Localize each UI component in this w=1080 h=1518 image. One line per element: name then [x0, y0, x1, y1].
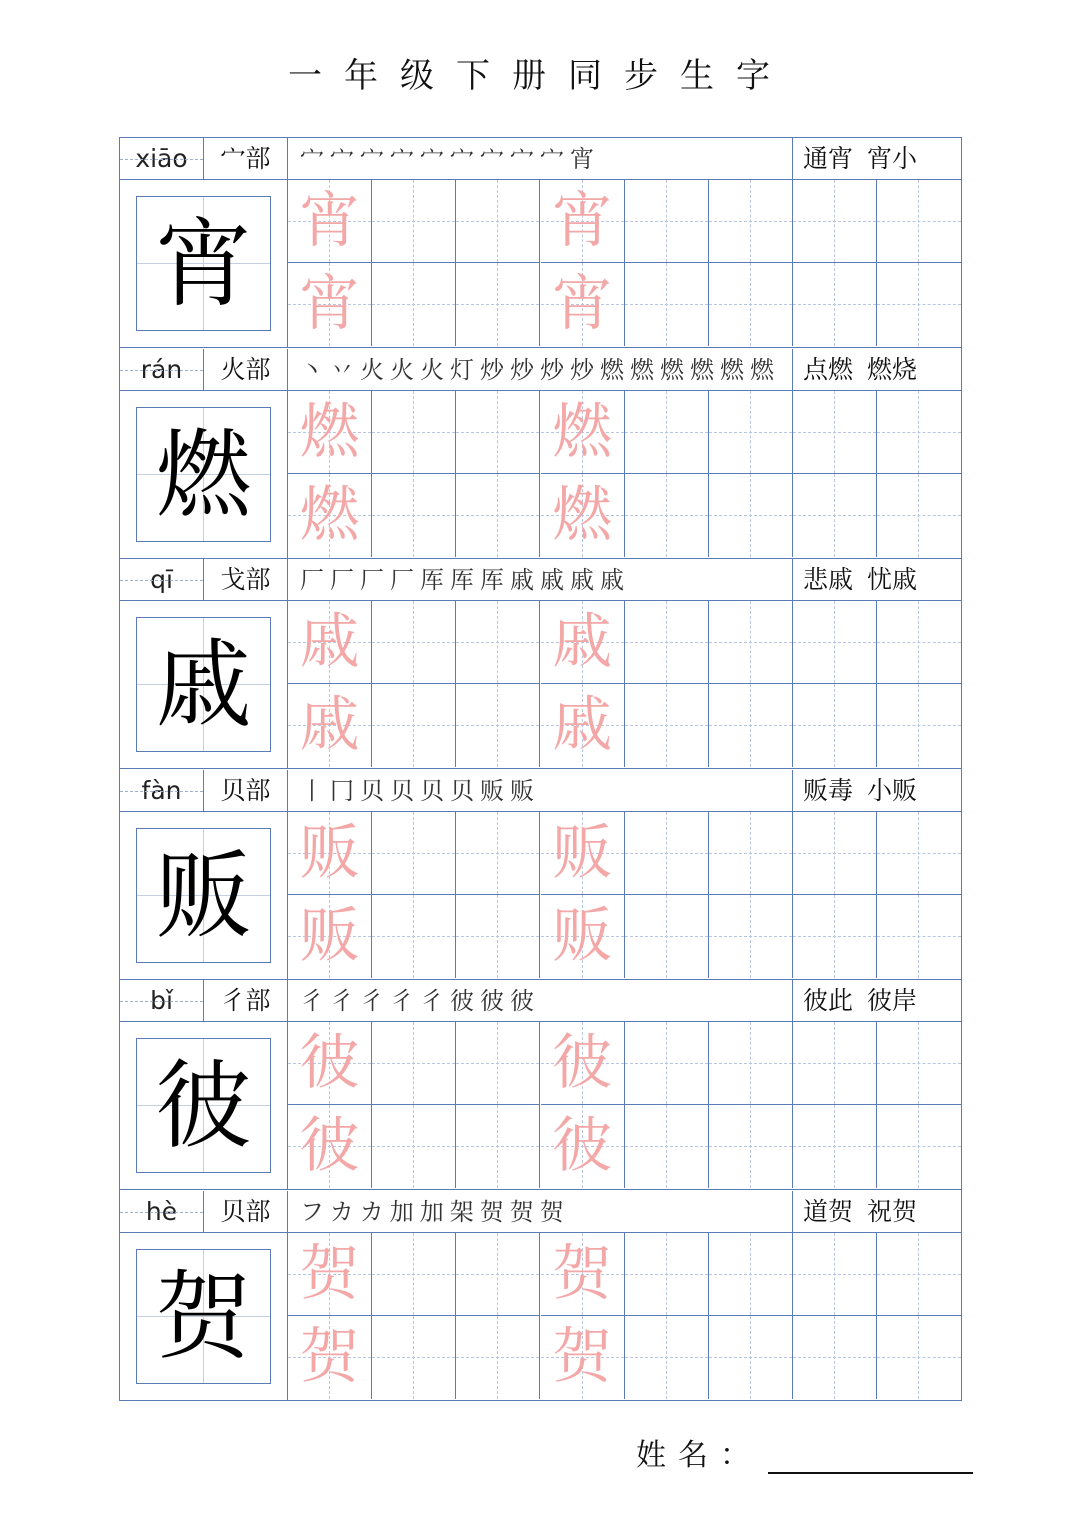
radical-label: 火部 — [204, 349, 288, 391]
worksheet-grid — [119, 137, 962, 1401]
trace-char: 燃 — [299, 396, 360, 467]
writing-square[interactable] — [877, 1316, 961, 1399]
radical-label: 宀部 — [204, 138, 288, 180]
example-word: 彼岸 — [867, 986, 918, 1015]
writing-square[interactable] — [456, 601, 540, 684]
example-word: 宵小 — [867, 144, 918, 173]
writing-square[interactable] — [456, 684, 540, 767]
writing-square[interactable] — [288, 1233, 372, 1316]
writing-square[interactable] — [793, 601, 877, 684]
model-char-box — [136, 407, 271, 542]
writing-square[interactable] — [288, 391, 372, 474]
trace-char: 贩 — [299, 817, 360, 888]
writing-square[interactable] — [372, 1316, 456, 1399]
trace-char: 贩 — [299, 900, 360, 971]
model-char-box — [136, 828, 271, 963]
writing-square[interactable] — [288, 812, 372, 895]
practice-area — [120, 391, 961, 559]
writing-square[interactable] — [625, 180, 709, 263]
stroke-order: 彳彳彳彳彳彼彼彼 — [288, 980, 793, 1022]
writing-square[interactable] — [541, 601, 625, 684]
writing-square[interactable] — [288, 1105, 372, 1188]
writing-square[interactable] — [877, 391, 961, 474]
char-header — [120, 559, 961, 601]
writing-square[interactable] — [372, 684, 456, 767]
example-word: 点燃 — [803, 354, 854, 384]
example-words — [793, 349, 963, 391]
name-label: 姓名： — [636, 1438, 762, 1473]
writing-square[interactable] — [372, 474, 456, 557]
model-char-box — [136, 617, 271, 752]
writing-square[interactable] — [541, 1316, 625, 1399]
pinyin-label: rán — [120, 349, 204, 391]
writing-square[interactable] — [372, 1233, 456, 1316]
writing-square[interactable] — [625, 1233, 709, 1316]
pinyin-label: qī — [120, 559, 204, 601]
writing-square[interactable] — [456, 391, 540, 474]
trace-char: 彼 — [299, 1028, 360, 1098]
trace-char: 燃 — [552, 479, 613, 550]
char-header — [120, 138, 961, 180]
practice-area — [120, 1022, 961, 1190]
writing-square[interactable] — [625, 1105, 709, 1188]
writing-square[interactable] — [793, 812, 877, 895]
writing-square[interactable] — [625, 391, 709, 474]
trace-char: 宵 — [299, 269, 360, 339]
trace-char: 戚 — [299, 607, 360, 677]
trace-char: 宵 — [299, 186, 360, 256]
writing-square[interactable] — [877, 895, 961, 978]
model-char-area — [120, 1022, 288, 1190]
trace-char: 宵 — [552, 186, 613, 256]
writing-square[interactable] — [625, 601, 709, 684]
trace-char: 贺 — [299, 1238, 360, 1309]
writing-square[interactable] — [541, 263, 625, 346]
model-char: 燃 — [155, 418, 252, 531]
writing-square[interactable] — [456, 1022, 540, 1105]
pinyin-label: bǐ — [120, 980, 204, 1022]
stroke-order: 宀宀宀宀宀宀宀宀宀宵 — [288, 138, 793, 180]
example-word: 忧戚 — [867, 565, 918, 594]
model-char: 彼 — [155, 1050, 252, 1162]
stroke-order: フカカ加加架贺贺贺 — [288, 1191, 793, 1233]
writing-square[interactable] — [372, 391, 456, 474]
writing-square[interactable] — [709, 1022, 793, 1105]
writing-grid — [288, 601, 961, 767]
char-header — [120, 980, 961, 1022]
model-char: 宵 — [155, 208, 252, 320]
char-block-戚 — [120, 559, 961, 770]
writing-square[interactable] — [793, 684, 877, 767]
writing-square[interactable] — [456, 474, 540, 557]
writing-grid — [288, 1022, 961, 1188]
example-word: 燃烧 — [867, 354, 918, 384]
example-word: 通宵 — [803, 144, 854, 173]
writing-square[interactable] — [709, 391, 793, 474]
practice-area — [120, 1233, 961, 1401]
writing-square[interactable] — [709, 474, 793, 557]
writing-square[interactable] — [877, 1233, 961, 1316]
writing-grid — [288, 1233, 961, 1399]
pinyin-label: fàn — [120, 770, 204, 812]
writing-square[interactable] — [709, 1105, 793, 1188]
writing-square[interactable] — [625, 1316, 709, 1399]
writing-square[interactable] — [625, 474, 709, 557]
writing-square[interactable] — [372, 601, 456, 684]
model-char-box — [136, 1038, 271, 1173]
writing-square[interactable] — [793, 263, 877, 346]
writing-square[interactable] — [541, 1022, 625, 1105]
writing-square[interactable] — [877, 180, 961, 263]
trace-char: 戚 — [299, 690, 360, 760]
writing-square[interactable] — [372, 263, 456, 346]
writing-square[interactable] — [709, 180, 793, 263]
writing-square[interactable] — [288, 263, 372, 346]
writing-square[interactable] — [456, 263, 540, 346]
writing-square[interactable] — [541, 895, 625, 978]
trace-char: 彼 — [552, 1028, 613, 1098]
writing-square[interactable] — [793, 895, 877, 978]
writing-square[interactable] — [709, 684, 793, 767]
radical-label: 贝部 — [204, 770, 288, 812]
char-header — [120, 349, 961, 391]
example-word: 小贩 — [867, 775, 918, 805]
trace-char: 宵 — [552, 269, 613, 339]
writing-square[interactable] — [372, 1105, 456, 1188]
writing-square[interactable] — [456, 1233, 540, 1316]
model-char: 戚 — [155, 629, 252, 741]
writing-square[interactable] — [709, 1233, 793, 1316]
example-word: 彼此 — [803, 986, 854, 1015]
writing-square[interactable] — [288, 684, 372, 767]
writing-square[interactable] — [877, 812, 961, 895]
pinyin-label: xiāo — [120, 138, 204, 180]
practice-area — [120, 180, 961, 348]
writing-square[interactable] — [456, 180, 540, 263]
char-block-贺 — [120, 1191, 961, 1402]
example-word: 道贺 — [803, 1196, 854, 1226]
writing-square[interactable] — [709, 1316, 793, 1399]
model-char: 贩 — [155, 839, 252, 952]
writing-square[interactable] — [793, 474, 877, 557]
writing-square[interactable] — [541, 1233, 625, 1316]
trace-char: 燃 — [552, 396, 613, 467]
writing-grid — [288, 391, 961, 557]
example-word: 祝贺 — [867, 1196, 918, 1226]
model-char-box — [136, 196, 271, 331]
model-char-area — [120, 1233, 288, 1401]
trace-char: 戚 — [552, 607, 613, 677]
stroke-order: 厂厂厂厂厍厍厍戚戚戚戚 — [288, 559, 793, 601]
example-words — [793, 559, 963, 601]
model-char-area — [120, 601, 288, 769]
char-block-宵 — [120, 138, 961, 349]
writing-square[interactable] — [288, 1022, 372, 1105]
char-block-燃 — [120, 349, 961, 560]
writing-square[interactable] — [793, 1316, 877, 1399]
writing-square[interactable] — [288, 180, 372, 263]
writing-square[interactable] — [541, 684, 625, 767]
model-char-area — [120, 812, 288, 980]
writing-square[interactable] — [288, 474, 372, 557]
writing-square[interactable] — [877, 263, 961, 346]
writing-square[interactable] — [288, 895, 372, 978]
char-header — [120, 1191, 961, 1233]
pinyin-label: hè — [120, 1191, 204, 1233]
writing-square[interactable] — [625, 1022, 709, 1105]
example-word: 贩毒 — [803, 775, 854, 805]
trace-char: 彼 — [552, 1111, 613, 1181]
char-header — [120, 770, 961, 812]
writing-square[interactable] — [541, 1105, 625, 1188]
page-title: 一年级下册同步生字 — [288, 56, 792, 96]
writing-square[interactable] — [793, 1233, 877, 1316]
trace-char: 贩 — [552, 817, 613, 888]
writing-grid — [288, 180, 961, 346]
trace-char: 贺 — [552, 1238, 613, 1309]
radical-label: 贝部 — [204, 1191, 288, 1233]
trace-char: 燃 — [299, 479, 360, 550]
writing-square[interactable] — [288, 1316, 372, 1399]
trace-char: 贩 — [552, 900, 613, 971]
stroke-order: 丶丷火火火灯炒炒炒炒燃燃燃燃燃燃 — [288, 349, 793, 391]
char-block-彼 — [120, 980, 961, 1191]
writing-square[interactable] — [709, 895, 793, 978]
trace-char: 贺 — [299, 1321, 360, 1392]
practice-area — [120, 601, 961, 769]
radical-label: 彳部 — [204, 980, 288, 1022]
writing-square[interactable] — [625, 263, 709, 346]
writing-square[interactable] — [456, 895, 540, 978]
writing-square[interactable] — [288, 601, 372, 684]
name-field — [636, 1430, 973, 1474]
example-words — [793, 1191, 963, 1233]
writing-square[interactable] — [877, 1022, 961, 1105]
radical-label: 戈部 — [204, 559, 288, 601]
model-char-box — [136, 1249, 271, 1384]
writing-square[interactable] — [793, 391, 877, 474]
writing-square[interactable] — [793, 1105, 877, 1188]
writing-square[interactable] — [372, 895, 456, 978]
writing-square[interactable] — [877, 474, 961, 557]
writing-square[interactable] — [541, 180, 625, 263]
example-words — [793, 980, 963, 1022]
writing-square[interactable] — [709, 263, 793, 346]
name-blank-line[interactable] — [768, 1444, 973, 1474]
writing-square[interactable] — [625, 684, 709, 767]
model-char-area — [120, 180, 288, 348]
example-words — [793, 138, 963, 180]
writing-square[interactable] — [877, 1105, 961, 1188]
writing-grid — [288, 812, 961, 978]
trace-char: 贺 — [552, 1321, 613, 1392]
writing-square[interactable] — [372, 1022, 456, 1105]
writing-square[interactable] — [709, 601, 793, 684]
trace-char: 戚 — [552, 690, 613, 760]
writing-square[interactable] — [625, 895, 709, 978]
practice-area — [120, 812, 961, 980]
char-block-贩 — [120, 770, 961, 981]
example-words — [793, 770, 963, 812]
trace-char: 彼 — [299, 1111, 360, 1181]
writing-square[interactable] — [456, 1105, 540, 1188]
writing-square[interactable] — [456, 812, 540, 895]
writing-square[interactable] — [793, 1022, 877, 1105]
writing-square[interactable] — [456, 1316, 540, 1399]
writing-square[interactable] — [541, 474, 625, 557]
stroke-order: 丨冂贝贝贝贝贩贩 — [288, 770, 793, 812]
writing-square[interactable] — [541, 391, 625, 474]
writing-square[interactable] — [372, 180, 456, 263]
writing-square[interactable] — [709, 812, 793, 895]
writing-square[interactable] — [793, 180, 877, 263]
model-char: 贺 — [155, 1260, 252, 1373]
writing-square[interactable] — [877, 684, 961, 767]
writing-square[interactable] — [372, 812, 456, 895]
writing-square[interactable] — [541, 812, 625, 895]
writing-square[interactable] — [877, 601, 961, 684]
model-char-area — [120, 391, 288, 559]
writing-square[interactable] — [625, 812, 709, 895]
example-word: 悲戚 — [803, 565, 854, 594]
